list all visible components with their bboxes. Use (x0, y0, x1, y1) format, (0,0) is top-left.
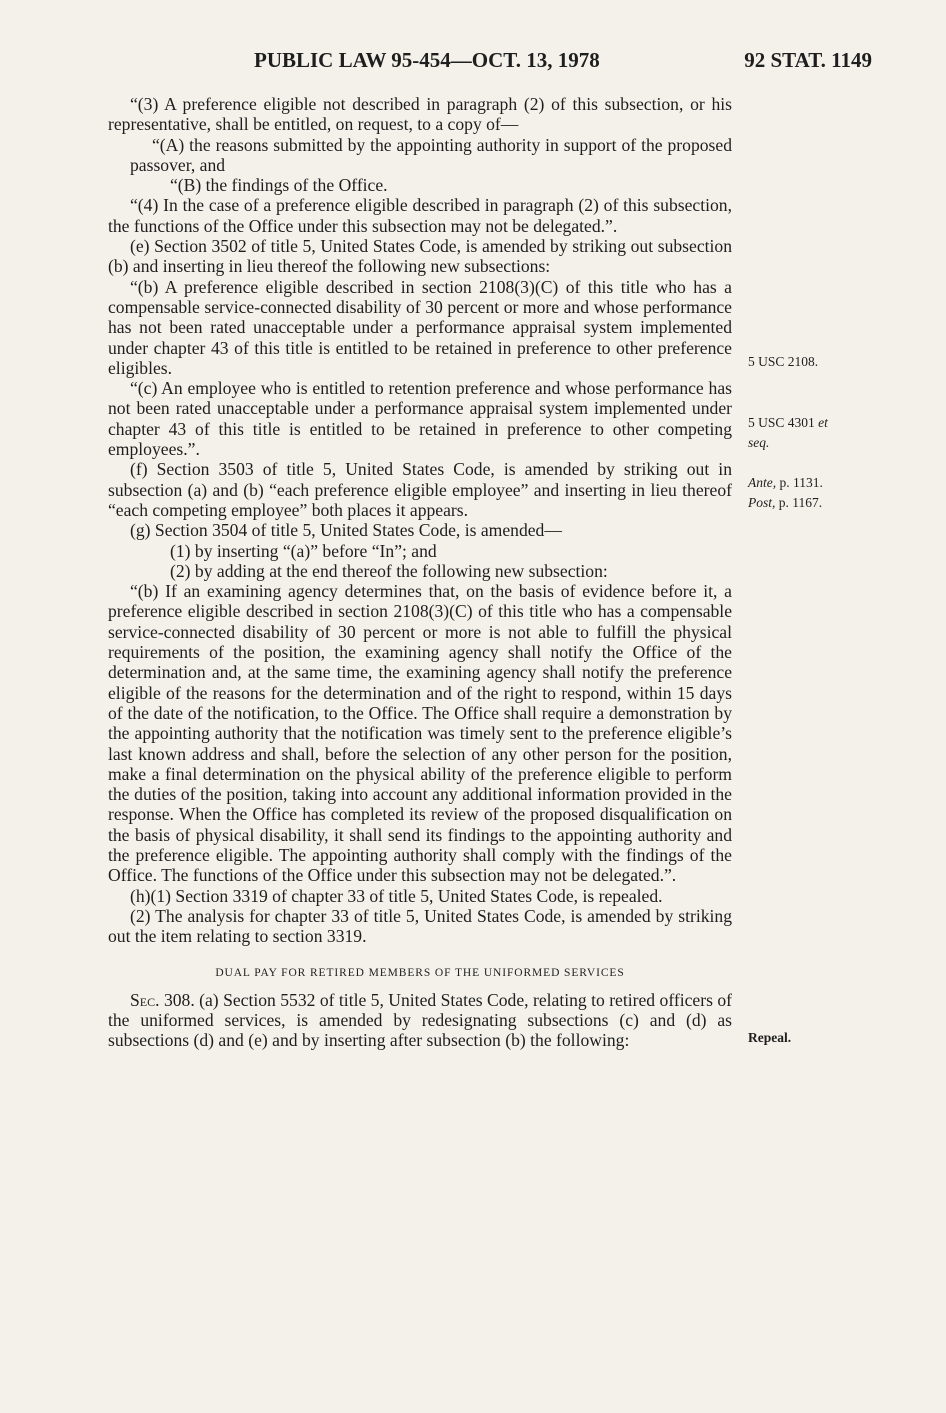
note-seq: seq. (748, 435, 770, 450)
note-post-label: Post, (748, 495, 776, 510)
new-subsection-c: “(c) An employee who is entitled to retention preference and whose performance has not been rated unacceptable under a performance appraisal system implemented under chapter 43 of this title is entitled to be retained in preference to other competing employees.”. (108, 378, 732, 460)
examining-agency-subsection-b: “(b) If an examining agency determines that, on the basis of evidence before it, a preference eligible described in section 2108(3)(C) of this title who has a compensable service-connected disability of 30 percent or more is not able to fulfill the physical requirements of the position, the examining agency shall notify the Office of the determination and, at the same time, the examining agency shall notify the preference eligible of the reasons for the determination and of the right to respond, within 15 days of the date of the notification, to the Office. The Office shall require a demonstration by the appointing authority that the notification was timely sent to the preference eligible’s last known address and shall, before the selection of any other person for the position, make a final determination on the physical ability of the preference eligible to perform the duties of the position, taking into account any additional information provided in the response. When the Office has completed its review of the proposed disqualification on the basis of physical disability, it shall send its findings to the appointing authority and the preference eligible. The appointing authority shall comply with the findings of the Office. The functions of the Office under this subsection may not be delegated.”. (108, 581, 732, 886)
section-title: DUAL PAY FOR RETIRED MEMBERS OF THE UNIFORMED SERVICES (215, 967, 625, 980)
paragraph-3: “(3) A preference eligible not described in paragraph (2) of this subsection, or his representative, shall be entitled, on request, to a copy of— (108, 94, 732, 135)
new-subsection-b: “(b) A preference eligible described in section 2108(3)(C) of this title who has a compensable service-connected disability of 30 percent or more and whose performance has not been rated unacceptable under a performance appraisal system implemented under chapter 43 of this title is entitled to be retained in preference to other preference eligibles. (108, 276, 732, 378)
page-header (108, 48, 872, 74)
section-label: Sec. (130, 989, 160, 1010)
clause-a: “(A) the reasons submitted by the appointing authority in support of the proposed passover, and (130, 134, 732, 175)
statute-body (108, 94, 732, 1051)
section-308-text: 308. (a) Section 5532 of title 5, United States Code, relating to retired officers of the uniformed services, is amended by redesignating subsections (c) and (d) as subsections (d) and (e) and by inserting after subsection (b) the following: (108, 989, 732, 1051)
subsection-f: (f) Section 3503 of title 5, United States Code, is amended by striking out in subsection (a) and (b) “each preference eligible employee” and inserting in lieu thereof “each competing employee” both places it appears. (108, 459, 732, 520)
subsection-g: (g) Section 3504 of title 5, United States Code, is amended— (130, 520, 562, 541)
clause-b: “(B) the findings of the Office. (170, 175, 388, 196)
item-1: (1) by inserting “(a)” before “In”; and (170, 540, 437, 561)
note-ante-page: p. 1131. (779, 475, 823, 490)
margin-note-5-usc-4301 (748, 413, 858, 453)
note-cite: 5 USC 4301 (748, 415, 815, 430)
subsection-h-1: (h)(1) Section 3319 of chapter 33 of title 5, United States Code, is repealed. (130, 885, 663, 906)
margin-note-repeal: Repeal. (748, 1030, 792, 1045)
margin-note-5-usc-2108: 5 USC 2108. (748, 354, 819, 369)
statute-page-number: 92 STAT. 1149 (744, 48, 872, 72)
section-308 (108, 990, 732, 1051)
note-post-page: p. 1167. (778, 495, 823, 510)
note-et: et (818, 415, 828, 430)
note-ante-label: Ante, (748, 475, 777, 490)
subsection-h-2: (2) The analysis for chapter 33 of title 5, United States Code, is amended by striking out the item relating to section 3319. (108, 905, 732, 947)
item-2: (2) by adding at the end thereof the following new subsection: (170, 560, 608, 581)
margin-note-ante (748, 473, 858, 493)
paragraph-4: “(4) In the case of a preference eligible described in paragraph (2) of this subsection, the functions of the Office under this subsection may not be delegated.”. (108, 195, 732, 236)
margin-note-post (748, 493, 858, 513)
subsection-e: (e) Section 3502 of title 5, United States Code, is amended by striking out subsection (b) and inserting in lieu thereof the following new subsections: (108, 236, 732, 277)
public-law-heading: PUBLIC LAW 95-454—OCT. 13, 1978 (254, 48, 600, 72)
